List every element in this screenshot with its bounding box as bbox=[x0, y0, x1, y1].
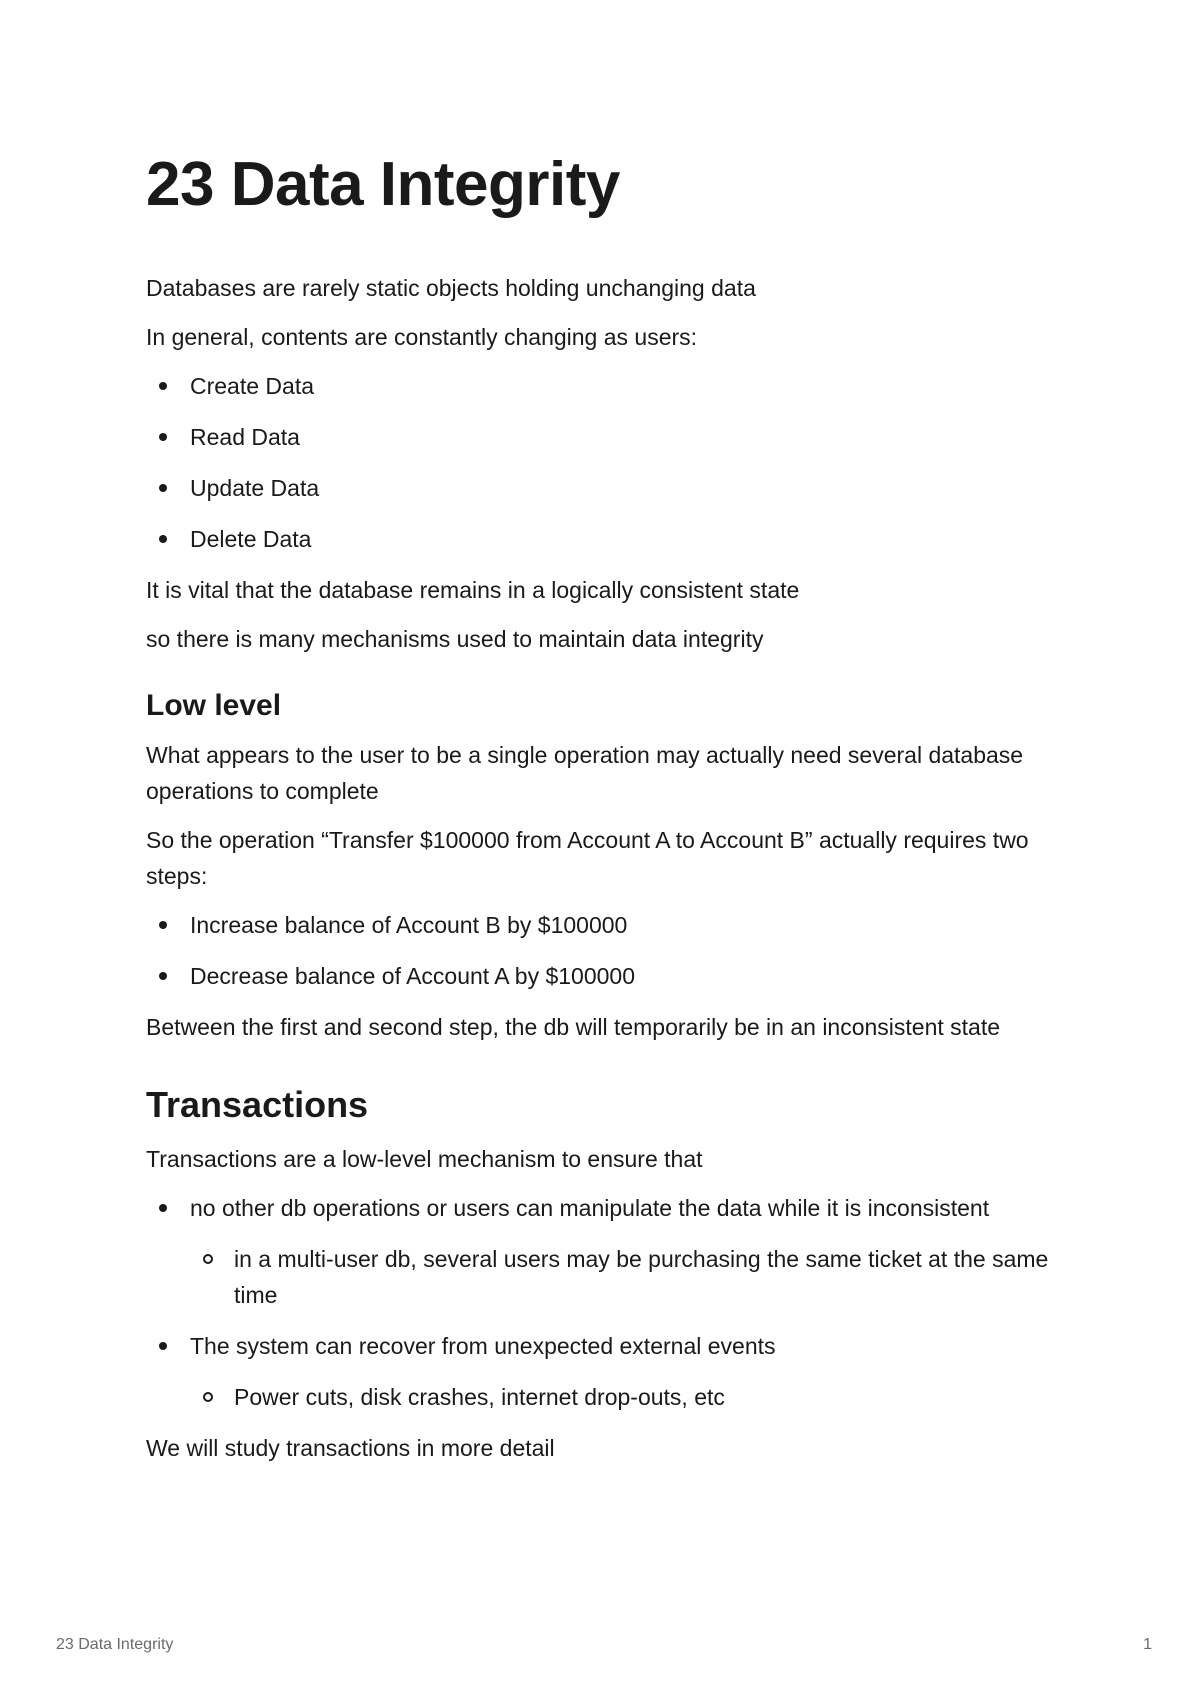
bullet-dot-icon bbox=[159, 1204, 167, 1212]
consistency-paragraph-2: so there is many mechanisms used to maintain data integrity bbox=[146, 626, 764, 652]
footer-doc-name: 23 Data Integrity bbox=[56, 1636, 174, 1653]
list-item-text: Decrease balance of Account A by $100000 bbox=[190, 963, 635, 989]
bullet-circle-icon bbox=[203, 1254, 213, 1264]
consistency-paragraph-1: It is vital that the database remains in a logically consistent state bbox=[146, 577, 800, 603]
sub-list bbox=[190, 1241, 1076, 1313]
bullet-dot-icon bbox=[159, 1342, 167, 1350]
crud-list bbox=[146, 368, 1076, 557]
transactions-paragraph-1: Transactions are a low-level mechanism to ensure that bbox=[146, 1146, 703, 1172]
low-level-paragraph-1: What appears to the user to be a single operation may actually need several database operations to complete bbox=[146, 742, 1024, 804]
list-item-text: The system can recover from unexpected external events bbox=[190, 1333, 776, 1359]
list-item bbox=[146, 521, 1076, 557]
bullet-dot-icon bbox=[159, 484, 167, 492]
list-item bbox=[146, 470, 1076, 506]
sub-list bbox=[190, 1379, 1076, 1415]
list-item-text: Read Data bbox=[190, 424, 300, 450]
list-item bbox=[146, 419, 1076, 455]
low-level-paragraph-3: Between the first and second step, the db will temporarily be in an inconsistent state bbox=[146, 1014, 1001, 1040]
intro-paragraph-1: Databases are rarely static objects holding unchanging data bbox=[146, 275, 756, 301]
transfer-steps-list bbox=[146, 907, 1076, 994]
section-heading-transactions: Transactions bbox=[146, 1084, 369, 1125]
document-page bbox=[146, 150, 1076, 1479]
sub-list-item-text: Power cuts, disk crashes, internet drop-outs, etc bbox=[234, 1384, 725, 1410]
bullet-dot-icon bbox=[159, 921, 167, 929]
page-title: 23 Data Integrity bbox=[146, 150, 620, 219]
bullet-dot-icon bbox=[159, 382, 167, 390]
list-item-text: Create Data bbox=[190, 373, 315, 399]
list-item bbox=[146, 958, 1076, 994]
list-item bbox=[146, 1190, 1076, 1313]
sub-list-item-text: in a multi-user db, several users may be purchasing the same ticket at the same time bbox=[234, 1246, 1049, 1308]
intro-paragraph-2: In general, contents are constantly changing as users: bbox=[146, 324, 698, 350]
sub-list-item bbox=[190, 1241, 1076, 1313]
bullet-dot-icon bbox=[159, 433, 167, 441]
section-heading-low-level: Low level bbox=[146, 689, 282, 722]
bullet-dot-icon bbox=[159, 972, 167, 980]
bullet-circle-icon bbox=[203, 1392, 213, 1402]
list-item bbox=[146, 1328, 1076, 1415]
transactions-paragraph-2: We will study transactions in more detail bbox=[146, 1435, 555, 1461]
list-item-text: Delete Data bbox=[190, 526, 312, 552]
sub-list-item bbox=[190, 1379, 1076, 1415]
list-item bbox=[146, 907, 1076, 943]
list-item-text: Increase balance of Account B by $100000 bbox=[190, 912, 628, 938]
list-item bbox=[146, 368, 1076, 404]
low-level-paragraph-2: So the operation “Transfer $100000 from Account A to Account B” actually requires two steps: bbox=[146, 827, 1029, 889]
list-item-text: Update Data bbox=[190, 475, 320, 501]
bullet-dot-icon bbox=[159, 535, 167, 543]
transactions-list bbox=[146, 1190, 1076, 1415]
footer-page-number: 1 bbox=[1143, 1636, 1152, 1653]
list-item-text: no other db operations or users can manipulate the data while it is inconsistent bbox=[190, 1195, 990, 1221]
